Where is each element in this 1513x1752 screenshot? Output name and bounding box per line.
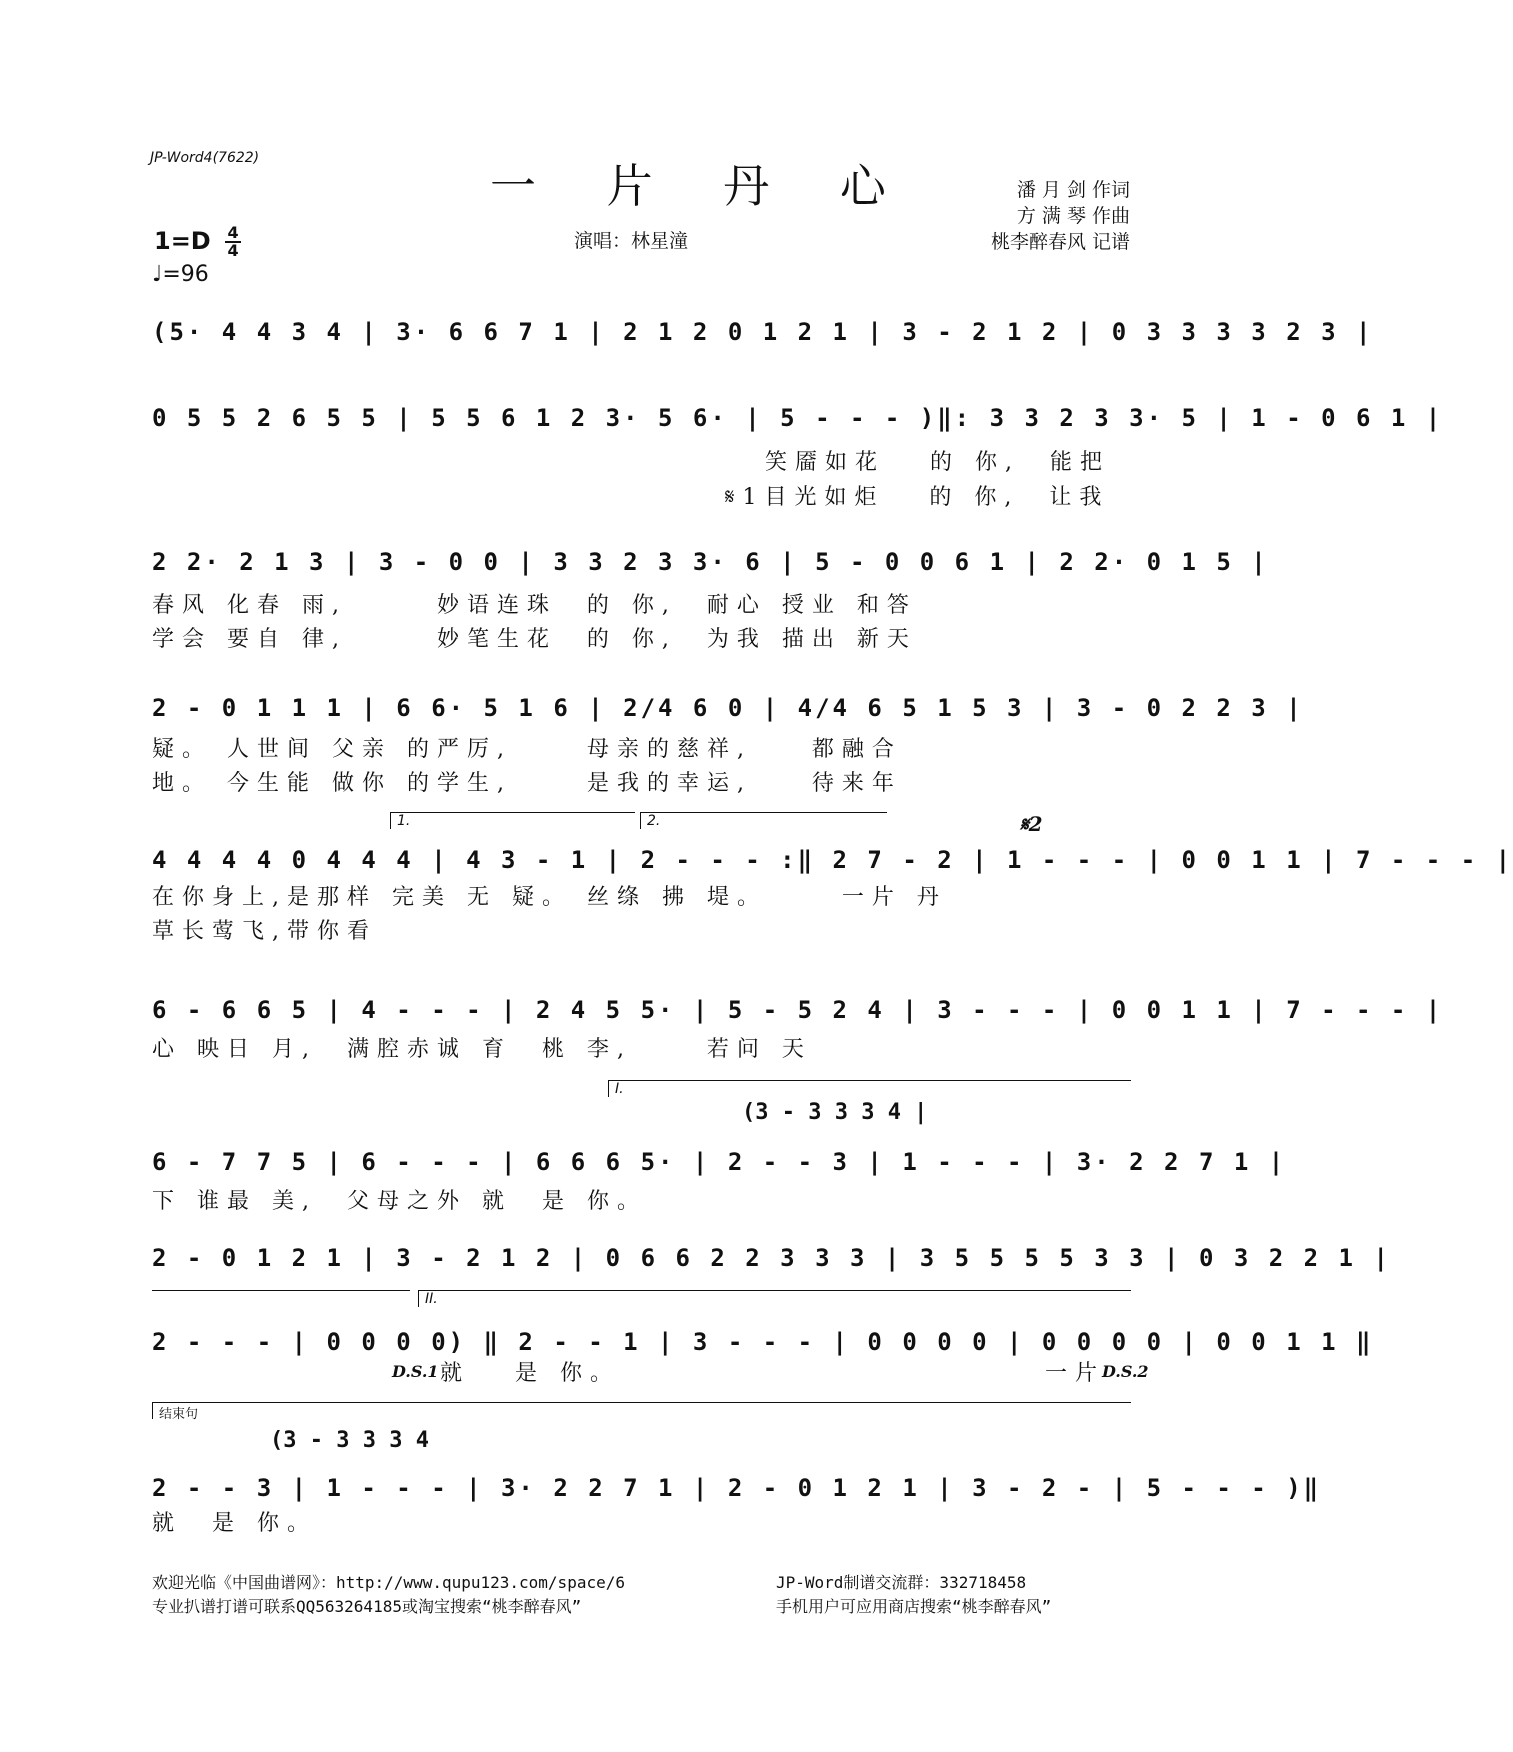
volta-II: II. [418,1290,1131,1307]
time-top: 4 [227,223,239,242]
notes: 4 4 4 4 0 4 4 4 | 4 3 - 1 | 2 - - - :‖ 2 7 - 2 | 1 - - - | 0 0 1 1 | 7 - - - | [152,846,1513,874]
lyric-line-10: 就 是 你。 [152,1511,317,1536]
notes: 2 - - 3 | 1 - - - | 3· 2 2 7 1 | 2 - 0 1 2 1 | 3 - 2 - | 5 - - - )‖ [152,1474,1322,1502]
score-line-10 [152,1466,1322,1510]
volta-2: 2. [640,812,887,829]
lyric-line-7: 下 谁最 美, 父母之外 就 是 你。 [152,1189,647,1214]
notes: 2 - - - | 0 0 0 0) ‖ 2 - - 1 | 3 - - - | 0 0 0 0 | 0 0 0 0 | 0 0 1 1 ‖ [152,1328,1374,1356]
coda-label: 结束句 [152,1402,1131,1419]
lyric-line-5a: 在你身上,是那样 完美 无 疑。 丝绦 拂 堤。 一片 丹 [152,885,947,910]
footer-right-1: JP-Word制谱交流群：332718458 [776,1573,1027,1592]
footer-right-2: 手机用户可应用商店搜索“桃李醉春风” [776,1597,1052,1616]
lyric-line-3a: 春风 化春 雨, 妙语连珠 的 你, 耐心 授业 和答 [152,593,917,618]
notes: 2 2· 2 1 3 | 3 - 0 0 | 3 3 2 3 3· 6 | 5 - 0 0 6 1 | 2 2· 0 1 5 | [152,548,1269,576]
lyric-line-2b: 𝄋1目光如炬 的 你, 让我 [725,485,1110,510]
ds1-mark: D.S.1 [392,1362,439,1381]
notes: 2 - 0 1 1 1 | 6 6· 5 1 6 | 2/4 6 0 | 4/4 6 5 1 5 3 | 3 - 0 2 2 3 | [152,694,1304,722]
score-line-7 [152,1140,1287,1184]
score-line-1 [152,310,1374,354]
volta-1: 1. [390,812,635,829]
score-line-6 [152,988,1444,1032]
lyric-line-2a: 笑靥如花 的 你, 能把 [765,450,1110,475]
lyricist-credit: 潘 月 剑 作词 [1016,179,1130,201]
score-line-4 [152,686,1304,730]
lyric-line-9: 就 是 你。 [440,1361,620,1386]
footer-left-2: 专业扒谱打谱可联系QQ563264185或淘宝搜索“桃李醉春风” [152,1597,582,1616]
lyric-line-4a: 疑。 人世间 父亲 的严厉, 母亲的慈祥, 都融合 [152,737,902,762]
coda-bracket: (3 - 3 3 3 4 [270,1428,429,1453]
transcriber-credit: 桃李醉春风 记谱 [990,231,1130,253]
ds2-mark: D.S.2 [1102,1362,1149,1381]
key-signature [154,225,241,259]
volta-line-left [152,1290,410,1291]
score-line-8 [152,1236,1391,1280]
intro-bracket: (3 - 3 3 3 4 | [742,1100,928,1125]
song-title: 一 片 丹 心 [490,159,914,213]
lyric-line-5b: 草长莺飞,带你看 [152,919,377,944]
volta-I: I. [608,1080,1131,1097]
lyric-line-6: 心 映日 月, 满腔赤诚 育 桃 李, 若问 天 [152,1037,812,1062]
software-label: JP-Word4(7622) [150,150,260,166]
segno-2: 𝄋2 [1020,812,1043,836]
score-line-5 [152,838,1513,882]
score-line-3 [152,540,1269,584]
time-signature [225,225,241,259]
notes: 6 - 7 7 5 | 6 - - - | 6 6 6 5· | 2 - - 3 | 1 - - - | 3· 2 2 7 1 | [152,1148,1287,1176]
tempo-mark: ♩=96 [152,262,209,287]
notes: 2 - 0 1 2 1 | 3 - 2 1 2 | 0 6 6 2 2 3 3 3 | 3 5 5 5 5 3 3 | 0 3 2 2 1 | [152,1244,1391,1272]
key-label: 1=D [154,227,211,255]
singer-credit: 演唱：林星潼 [574,230,689,252]
composer-credit: 方 满 琴 作曲 [1016,205,1130,227]
ds2-lyric: 一片 [1045,1361,1106,1386]
notes: (5· 4 4 3 4 | 3· 6 6 7 1 | 2 1 2 0 1 2 1 | 3 - 2 1 2 | 0 3 3 3 3 2 3 | [152,318,1374,346]
lyric-line-3b: 学会 要自 律, 妙笔生花 的 你, 为我 描出 新天 [152,627,917,652]
time-bottom: 4 [227,241,239,260]
notes: 0 5 5 2 6 5 5 | 5 5 6 1 2 3· 5 6· | 5 - - - )‖: 3 3 2 3 3· 5 | 1 - 0 6 1 | [152,404,1444,432]
notes: 6 - 6 6 5 | 4 - - - | 2 4 5 5· | 5 - 5 2 4 | 3 - - - | 0 0 1 1 | 7 - - - | [152,996,1444,1024]
score-line-2 [152,396,1444,440]
lyric-line-4b: 地。 今生能 做你 的学生, 是我的幸运, 待来年 [152,771,902,796]
footer-left-1: 欢迎光临《中国曲谱网》：http://www.qupu123.com/space/6 [152,1573,625,1592]
